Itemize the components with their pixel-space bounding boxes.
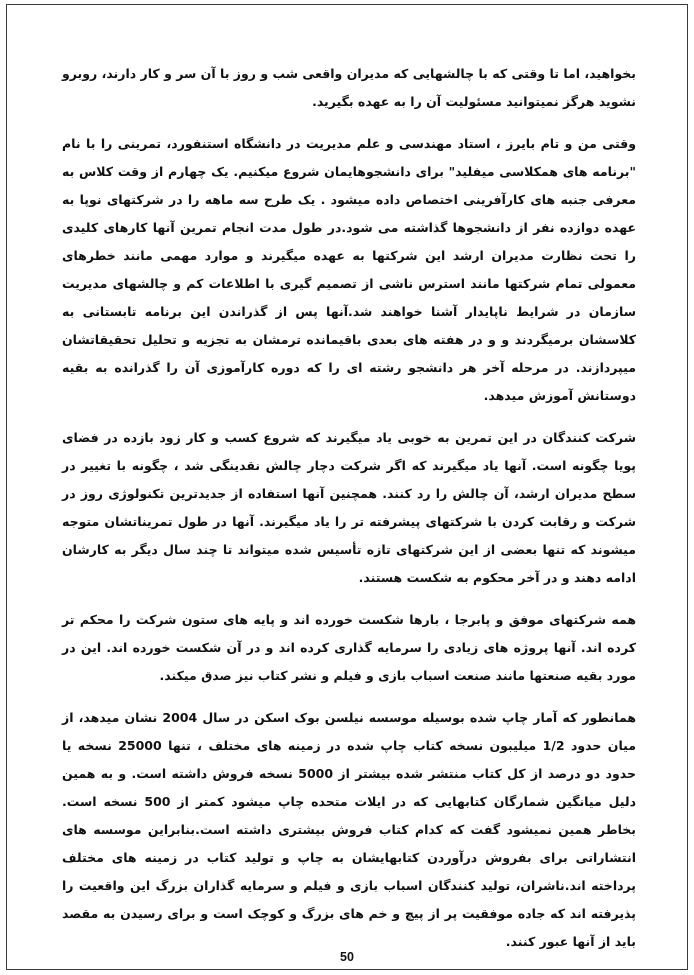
paragraph-3: شرکت کنندگان در این تمرین به خوبی یاد میگیرند که شروع کسب و کار زود بازده در فضای پویا چگونه است. آنها یاد میگیرند که اگر شرکت دچار چالش نقدینگی شد ، چگونه با تغییر در سطح مدیران ارشد، آن چالش را رد کنند. همچنین آنها استفاده از جدیدترین تکنولوژی روز در شرکت و رقابت کردن با شرکتهای پیشرفته تر را یاد میگیرند. آنها در طول تمریناتشان متوجه میشوند که تنها بعضی از این شرکتهای تازه تأسیس شده میتواند تا چند سال دیگر به کارشان ادامه دهند و در آخر محکوم به شکست هستند. — [62, 430, 636, 585]
page-number: 50 — [340, 950, 354, 964]
paragraph-1: بخواهید، اما تا وقتی که با چالشهایی که مدیران واقعی شب و روز با آن سر و کار دارند، روبرو نشوید هرگز نمیتوانید مسئولیت آن را به عهده بگیرید. — [62, 66, 636, 109]
document-body — [62, 60, 636, 970]
paragraph-5: همانطور که آمار چاپ شده بوسیله موسسه نیلسن بوک اسکن در سال 2004 نشان میدهد، از میان حدود 1/2 میلیبون نسخه کتاب چاپ شده در زمینه های مختلف ، تنها 25000 نسخه یا حدود دو درصد از کل کتاب منتشر شده بیشتر از 5000 نسخه فروش داشته است. و به همین دلیل میانگین شمارگان کتابهایی که در ایلات متحده چاپ میشود کمتر از 500 نسخه است. بخاطر همین نمیشود گفت که کدام کتاب فروش بیشتری داشته است.بنابراین موسسه های انتشاراتی برای بفروش درآوردن کتابهایشان به چاپ و تولید کتاب در زمینه های مختلف پرداخته اند.ناشران، تولید کنندگان اسباب بازی و فیلم و سرمایه گذاران بزرگ این واقعیت را پذیرفته اند که جاده موفقیت پر از پیچ و خم های بزرگ و کوچک است و برای رسیدن به مقصد باید از آنها عبور کنند. — [62, 710, 637, 949]
paragraph-2: وقتی من و تام بایرز ، استاد مهندسی و علم مدیریت در دانشگاه استنفورد، تمرینی را با نام "برنامه های همکلاسی میفلید" برای دانشجوهایمان شروع میکنیم. یک چهارم از وقت کلاس به معرفی جنبه های کارآفرینی اختصاص داده میشود . یک طرح سه ماهه را در شرکتهای نوپا به عهده دوازده نفر از دانشجوها گذاشته می شود.در طول مدت انجام تمرین آنها کارهای کلیدی را تحت نظارت مدیران ارشد این شرکتها به عهده میگیرند و موارد مهمی مانند خطرهای معمولی تمام شرکتها مانند استرس ناشی از تصمیم گیری با اطلاعات کم و چالشهای مدیریت سازمان در شرایط ناپایدار آشنا خواهند شد.آنها پس از گذراندن این برنامه تابستانی به کلاسشان برمیگردند و و در هفته های بعدی باقیمانده ترمشان به تجزیه و تحلیل تحقیقاتشان میپردازند. در مرحله آخر هر دانشجو رشته ای را که دوره کارآموزی آن را گذرانده به بقیه دوستانش آموزش میدهد. — [62, 136, 636, 403]
paragraph-4: همه شرکتهای موفق و پابرجا ، بارها شکست خورده اند و پایه های ستون شرکت را محکم تر کرده اند. آنها پروژه های زیادی را سرمایه گذاری کرده اند و در آن شکست خورده اند. این در مورد بقیه صنعتها مانند صنعت اسباب بازی و فیلم و نشر کتاب نیز صدق میکند. — [62, 612, 636, 683]
